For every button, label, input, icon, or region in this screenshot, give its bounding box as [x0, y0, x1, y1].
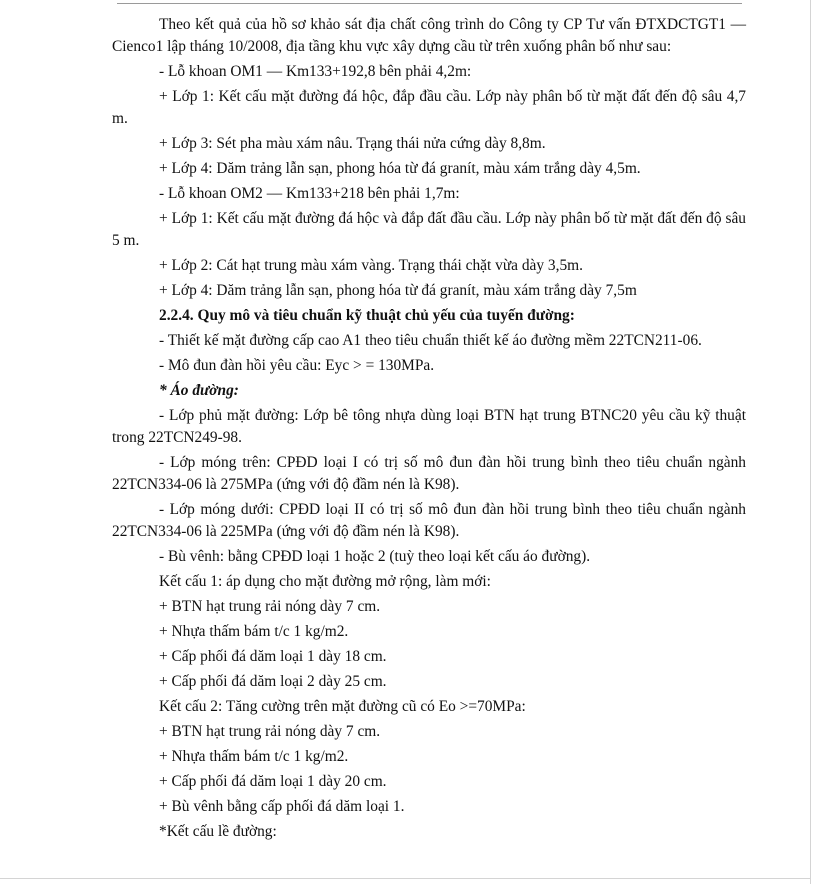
- list-item: + Nhựa thấm bám t/c 1 kg/m2.: [159, 623, 349, 640]
- section-heading-2-2-4: 2.2.4. Quy mô và tiêu chuẩn kỹ thuật chủ yếu của tuyến đường:: [159, 307, 575, 324]
- list-item: + BTN hạt trung rải nóng dày 7 cm.: [159, 723, 381, 740]
- subheading-pavement: * Áo đường:: [159, 382, 239, 399]
- page-right-edge: [810, 0, 811, 884]
- paragraph-structure-1: Kết cấu 1: áp dụng cho mặt đường mở rộng, làm mới:: [159, 573, 491, 590]
- subheading-shoulder-structure: *Kết cấu lề đường:: [159, 823, 277, 840]
- list-item: + Cấp phối đá dăm loại 2 dày 25 cm.: [159, 673, 387, 690]
- paragraph-om1-layer-3: + Lớp 3: Sét pha màu xám nâu. Trạng thái nửa cứng dày 8,8m.: [159, 135, 546, 152]
- paragraph-structure-2: Kết cấu 2: Tăng cường trên mặt đường cũ có Eo >=70MPa:: [159, 698, 526, 715]
- paragraph-om2-layer-4: + Lớp 4: Dăm trảng lẫn sạn, phong hóa từ đá granít, màu xám trắng dày 7,5m: [159, 282, 637, 299]
- page-top-rule: [117, 3, 742, 4]
- paragraph-om1-layer-4: + Lớp 4: Dăm trảng lẫn sạn, phong hóa từ đá granít, màu xám trắng dày 4,5m.: [159, 160, 641, 177]
- page-bottom-edge: [0, 878, 811, 879]
- paragraph-om2-layer-1: + Lớp 1: Kết cấu mặt đường đá hộc và đắp đất đầu cầu. Lớp này phân bố từ mặt đất đến độ sâu 5 m.: [112, 210, 746, 249]
- document-page: [112, 14, 746, 846]
- list-item: + Nhựa thấm bám t/c 1 kg/m2.: [159, 748, 349, 765]
- paragraph-surface-layer: - Lớp phủ mặt đường: Lớp bê tông nhựa dùng loại BTN hạt trung BTNC20 yêu cầu kỹ thuật trong 22TCN249-98.: [112, 407, 746, 446]
- paragraph-borehole-om2: - Lỗ khoan OM2 — Km133+218 bên phải 1,7m:: [159, 185, 460, 202]
- paragraph-borehole-om1: - Lỗ khoan OM1 — Km133+192,8 bên phải 4,2m:: [159, 63, 472, 80]
- list-item: + Cấp phối đá dăm loại 1 dày 20 cm.: [159, 773, 387, 790]
- paragraph-modulus-requirement: - Mô đun đàn hồi yêu cầu: Eyc > = 130MPa.: [159, 357, 435, 374]
- paragraph-design-standard: - Thiết kế mặt đường cấp cao A1 theo tiêu chuẩn thiết kế áo đường mềm 22TCN211-06.: [159, 332, 702, 349]
- paragraph-om2-layer-2: + Lớp 2: Cát hạt trung màu xám vàng. Trạng thái chặt vừa dày 3,5m.: [159, 257, 583, 274]
- paragraph-om1-layer-1: + Lớp 1: Kết cấu mặt đường đá hộc, đắp đầu cầu. Lớp này phân bố từ mặt đất đến độ sâu 4,7 m.: [112, 88, 746, 127]
- list-item: + BTN hạt trung rải nóng dày 7 cm.: [159, 598, 381, 615]
- paragraph-upper-base: - Lớp móng trên: CPĐD loại I có trị số mô đun đàn hồi trung bình theo tiêu chuẩn ngành 22TCN334-06 là 275MPa (ứng với độ đầm nén là K98).: [112, 454, 746, 493]
- paragraph-intro: Theo kết quả của hồ sơ khảo sát địa chất công trình do Công ty CP Tư vấn ĐTXDCTGT1 — Cienco1 lập tháng 10/2008, địa tầng khu vực xây dựng cầu từ trên xuống phân bố như sau:: [112, 16, 746, 55]
- paragraph-lower-base: - Lớp móng dưới: CPĐD loại II có trị số mô đun đàn hồi trung bình theo tiêu chuẩn ngành 22TCN334-06 là 225MPa (ứng với độ đầm nén là K98).: [112, 501, 746, 540]
- paragraph-leveling: - Bù vênh: bằng CPĐD loại 1 hoặc 2 (tuỳ theo loại kết cấu áo đường).: [159, 548, 591, 565]
- list-item: + Bù vênh bằng cấp phối đá dăm loại 1.: [159, 798, 405, 815]
- list-item: + Cấp phối đá dăm loại 1 dày 18 cm.: [159, 648, 387, 665]
